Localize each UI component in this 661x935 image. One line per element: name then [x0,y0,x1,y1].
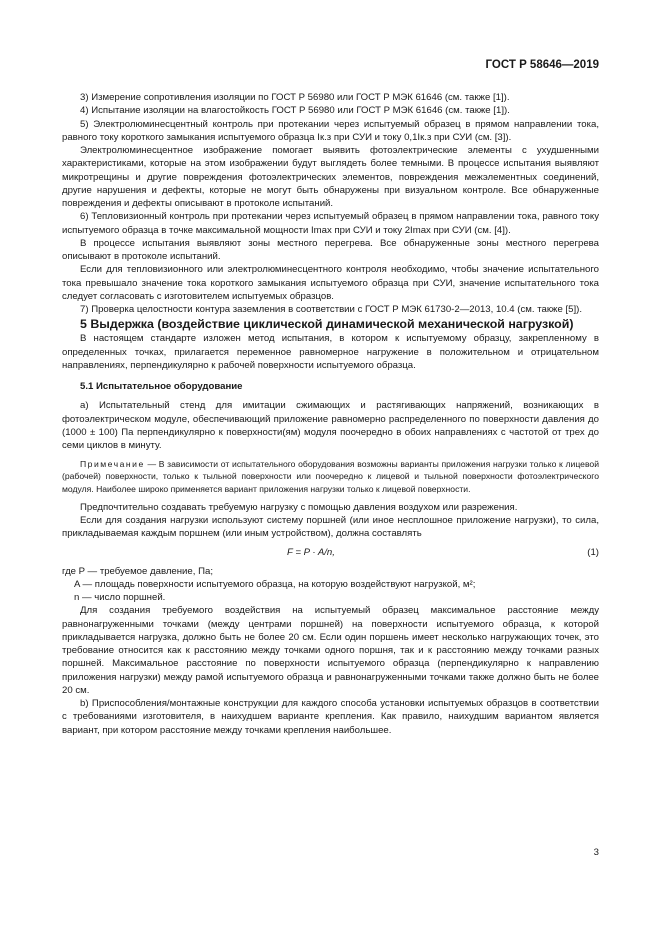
paragraph: 7) Проверка целостности контура заземления в соответствии с ГОСТ Р МЭК 61730-2—2013, 10.4 (см. также [5]). [80,304,582,315]
document-body [62,91,599,737]
paragraph: а) Испытательный стенд для имитации сжимающих и растягивающих напряжений, возникающих в фотоэлектрическом модуле, обеспечивающий приложение равномерно распределенного по поверхности давления до (1000 ± 100) Па перпендикулярно к поверхности(ям) модуля поочередно в обоих направлениях с частотой от трех до семи циклов в минуту. [62,400,599,451]
formula-number: (1) [587,546,599,558]
standard-designation: ГОСТ Р 58646—2019 [485,59,599,71]
paragraph: В настоящем стандарте изложен метод испытания, в котором к испытуемому образцу, закрепленному в определенных точках, прилагается переменное равномерное нагружение в положительном и отрицательном направлениях, перпендикулярно к рабочей поверхности испытуемого образца. [62,333,599,371]
formula-legend: где P — требуемое давление, Па; [62,565,213,577]
paragraph: 5) Электролюминесцентный контроль при протекании через испытуемый образец в прямом направлении тока, равного току короткого замыкания испытуемого образца Iк.з при СУИ и току 0,1Iк.з при СУИ (см. [3]). [62,118,599,143]
note-label: Примечание [80,459,145,470]
note-text: — В зависимости от испытательного оборудования возможны варианты приложения нагрузки только к лицевой (рабочей) поверхности, только к тыльной поверхности или поочередно к лицевой и тыльной поверхности фотоэлектрического модуля. Наиболее широко применяется вариант приложения нагрузки только к лицевой поверхности. [62,459,599,494]
paragraph: Если для создания нагрузки используют систему поршней (или иное несплошное приложение нагрузки), то сила, прикладываемая каждым поршнем (или иным устройством), должна составлять [62,515,599,540]
subsection-heading: 5.1 Испытательное оборудование [80,381,243,392]
paragraph: Если для тепловизионного или электролюминесцентного контроля необходимо, чтобы значение испытательного тока превышало значение тока короткого замыкания испытуемого образца при СУИ, значение испытательного тока следует согласовать с изготовителем испытуемых образцов. [62,264,599,302]
paragraph: Электролюминесцентное изображение помогает выявить фотоэлектрические элементы с ухудшенными характеристиками, которые на этом изображении будут выглядеть более темными. В процессе испытания выявляют микротрещины и другие повреждения фотоэлектрических элементов, повреждения межэлементных соединений, другие нарушения и дефекты, которые не могут быть обнаружены при визуальном контроле. Все обнаруженные повреждения и дефекты описывают в протоколе испытаний. [62,145,599,209]
paragraph: b) Приспособления/монтажные конструкции для каждого способа установки испытуемых образцов в соответствии с требованиями изготовителя, в наихудшем варианте крепления. Как правило, наихудшим вариантом является вариант, при котором расстояние между точками крепления наибольшее. [62,698,599,736]
document-page [62,0,599,935]
paragraph: 6) Тепловизионный контроль при протекании через испытуемый образец в прямом направлении тока, равного току испытуемого образца в точке максимальной мощности Imax при СУИ и току 2Imax при СУИ (см. [4]). [62,211,599,236]
paragraph: 4) Испытание изоляции на влагостойкость ГОСТ Р 56980 или ГОСТ Р МЭК 61646 (см. также [1]). [80,105,510,117]
formula-line [62,541,599,565]
page-number: 3 [593,847,599,858]
formula-legend: A — площадь поверхности испытуемого образца, на которую воздействуют нагрузкой, м²; [74,578,476,590]
note [62,458,599,495]
section-heading: 5 Выдержка (воздействие циклической динамической механической нагрузкой) [80,317,574,332]
formula: F = P · A/n, [287,546,335,558]
paragraph: Для создания требуемого воздействия на испытуемый образец максимальное расстояние между равнонагруженными точками (между центрами поршней) на поверхности испытуемого образца, к которой прикладывается нагрузка, должно быть не более 20 см. Если один поршень имеет несколько нагружающих точек, это требование относится как к расстоянию между точками одного поршня, так и к расстоянию между точками разных поршней. Максимальное расстояние по поверхности испытуемого образца (перпендикулярно к направлению приложения нагрузки) между рамой испытуемого образца и равнонагруженными точками также должно быть не более 20 см. [62,605,599,696]
paragraph: Предпочтительно создавать требуемую нагрузку с помощью давления воздухом или разрежения. [80,501,518,513]
paragraph: 3) Измерение сопротивления изоляции по ГОСТ Р 56980 или ГОСТ Р МЭК 61646 (см. также [1]). [80,92,510,103]
paragraph: В процессе испытания выявляют зоны местного перегрева. Все обнаруженные зоны местного перегрева описывают в протоколе испытаний. [62,237,599,262]
formula-legend: n — число поршней. [74,592,166,604]
